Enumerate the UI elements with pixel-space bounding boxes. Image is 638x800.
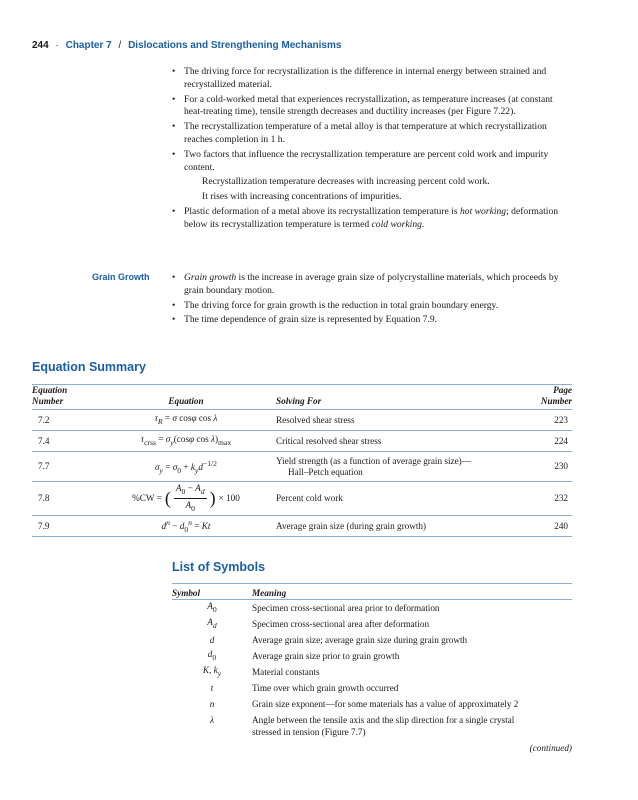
running-header [32,40,341,51]
table-row: d Average grain size; average grain size during grain growth [209,634,468,645]
list-item: It rises with increasing concentrations of impurities. [202,191,402,203]
col-equation-number: Equation Number [32,385,100,410]
equation-summary-table [32,384,572,537]
table-row: λ Angle between the tensile axis and the slip direction for a single crystal stressed in tension (Figure 7.7) [210,714,515,737]
list-item: • The recrystallization temperature of a metal alloy is that temperature at which recrystallization reaches completion in 1 h. [172,121,547,145]
list-item: • The driving force for recrystallization is the difference in internal energy between strained and recrystallized material. [172,66,547,90]
equation-7-2: $\tau_R = \sigma$ cosφ cos λ [154,413,218,426]
equation-7-7: $\sigma_y = \sigma_0 + k_yd^{-1/2}$ [154,458,218,475]
table-row: K, $k_y$ Material constants [202,664,320,678]
table-row: 7.7 $\sigma_y = \sigma_0 + k_yd^{-1/2}$ Yield strength (as a function of average grain size)— Hall–Petch equation 230 [32,452,572,482]
list-item: • The time dependence of grain size is represented by Equation 7.9. [172,314,438,326]
col-symbol: Symbol [172,584,252,600]
list-item: • Grain growth is the increase in average grain size of polycrystalline materials, which proceeds by grain boundary motion. [172,272,559,296]
chapter-label: Chapter 7 [65,40,112,51]
list-item: Recrystallization temperature decreases with increasing percent cold work. [202,176,490,188]
col-equation: Equation [100,385,272,410]
table-row: $d_0$ Average grain size prior to grain growth [207,648,400,662]
table-row: 7.4 $\tau_{crss} = \sigma_y(\cos\varphi$ $\cos \lambda)_{max}$ Critical resolved shear stress 224 [32,431,572,452]
grain-growth-bullets [172,272,572,329]
list-item: • For a cold-worked metal that experiences recrystallization, as temperature increases (at constant heat-treating time), tensile strength decreases and ductility increases (per Figure 7.22). [172,93,553,118]
grain-growth-label: Grain Growth [92,272,150,282]
table-row: 7.2 $\tau_R = \sigma$ cosφ cos λ Resolved shear stress 223 [32,410,572,431]
col-solving-for: Solving For [272,385,512,410]
recrystallization-bullets [172,66,572,234]
col-page-number: Page Number [512,385,572,410]
chapter-title: Dislocations and Strengthening Mechanisms [128,40,342,51]
continued-note: (continued) [529,743,572,753]
table-row: 7.9 $d^n - d_0^n = Kt$ Average grain size (during grain growth) 240 [32,516,572,537]
header-slash: / [118,40,122,51]
equation-7-8: %CW = ( $A_0 - A_d$ $A_0$ ) × 100 [132,483,240,513]
header-dot: · [55,40,59,51]
list-item: • The driving force for grain growth is the reduction in total grain boundary energy. [172,299,499,311]
equation-7-4: $\tau_{crss} = \sigma_y(\cos\varphi$ $\cos \lambda)_{max}$ [140,434,232,447]
table-row: $A_d$ Specimen cross-sectional area after deformation [207,616,430,630]
equation-summary-heading: Equation Summary [32,360,146,374]
list-of-symbols-heading: List of Symbols [172,560,266,574]
equation-7-9: $d^n - d_0^n = Kt$ [161,518,211,534]
table-row: t Time over which grain growth occurred [210,682,399,693]
table-row: 7.8 %CW = ( $A_0 - A_d$ $A_0$ ) × 100 Percent cold work 232 [32,482,572,516]
list-item: • Two factors that influence the recrystallization temperature are percent cold work and impurity content. [172,148,549,173]
table-row: $A_0$ Specimen cross-sectional area prior to deformation [207,601,440,614]
col-meaning: Meaning [252,584,572,600]
symbols-table [172,583,572,738]
table-row: n Grain size exponent—for some materials has a value of approximately 2 [209,698,519,709]
page-number: 244 [32,40,49,51]
list-item-hot-working: • Plastic deformation of a metal above its recrystallization temperature is hot working; deformation below its recrystallization temperature is termed cold working. [172,205,559,230]
